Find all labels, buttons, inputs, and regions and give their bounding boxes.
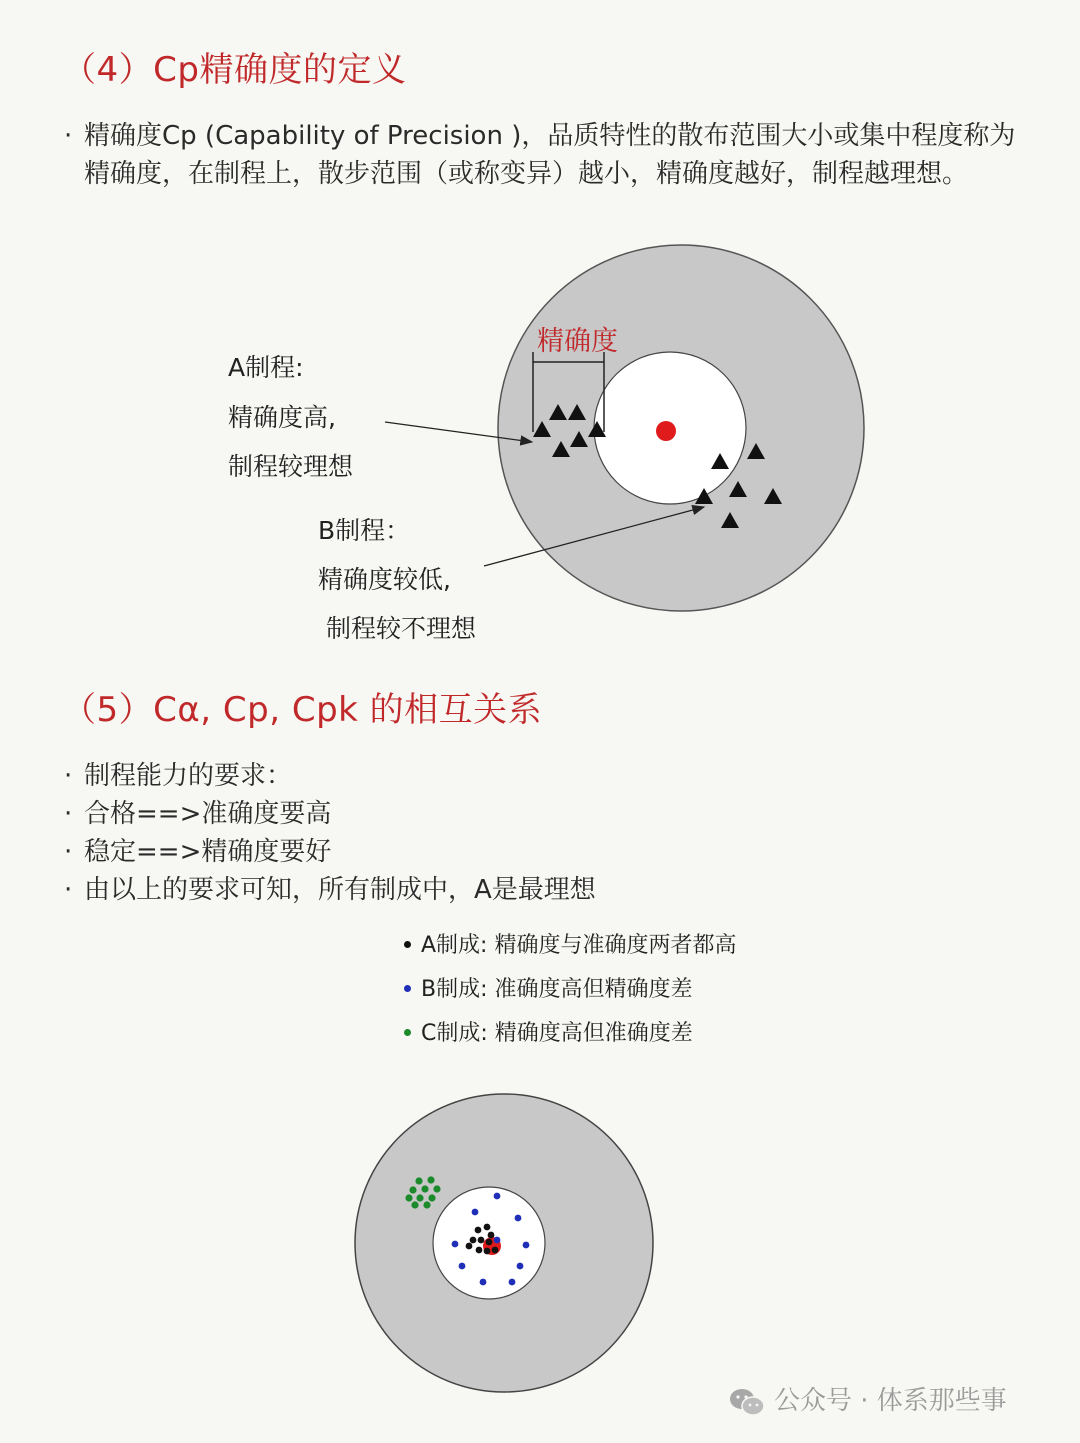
- requirement-item: · 制程能力的要求：: [64, 757, 292, 795]
- requirement-item: · 合格==>准确度要高: [64, 795, 331, 833]
- watermark-text: 公众号 · 体系那些事: [774, 1386, 1007, 1416]
- process-b-title: B制程：: [318, 516, 411, 545]
- process-a-line2: 制程较理想: [228, 452, 354, 481]
- process-a-line1: 精确度高,: [228, 403, 336, 432]
- process-b-line1: 精确度较低,: [318, 565, 451, 594]
- bullet: ·: [64, 121, 73, 151]
- section4-heading: （4）Cp精确度的定义: [62, 50, 407, 90]
- legend-dot: [404, 1029, 411, 1036]
- legend-item-a: A制成: 精确度与准确度两者都高: [404, 928, 736, 959]
- target-center: [656, 421, 676, 441]
- bullet: ·: [64, 837, 73, 867]
- wechat-icon: [728, 1387, 766, 1417]
- precision-dimension-label: 精确度: [537, 326, 618, 357]
- legend-item-c: C制成: 精确度高但准确度差: [404, 1016, 693, 1047]
- requirement-item: · 由以上的要求可知，所有制成中，A是最理想: [64, 871, 596, 909]
- watermark: [728, 1380, 1007, 1417]
- legend-dot: [404, 941, 411, 948]
- bullet: ·: [64, 799, 73, 829]
- bullet: ·: [64, 875, 73, 905]
- section5-heading: （5）Cα, Cp, Cpk 的相互关系: [62, 690, 543, 730]
- process-a-title: A制程:: [228, 353, 304, 382]
- legend-item-b: B制成: 准确度高但精确度差: [404, 972, 693, 1003]
- legend-dot: [404, 985, 411, 992]
- bullet: ·: [64, 761, 73, 791]
- paragraph-text: 精确度Cp (Capability of Precision )，品质特性的散布范围大小或集中程度称为精确度，在制程上，散步范围（或称变异）越小，精确度越好，制程越理想。: [84, 121, 1016, 189]
- process-b-line2: 制程较不理想: [326, 614, 477, 643]
- requirement-item: · 稳定==>精确度要好: [64, 833, 331, 871]
